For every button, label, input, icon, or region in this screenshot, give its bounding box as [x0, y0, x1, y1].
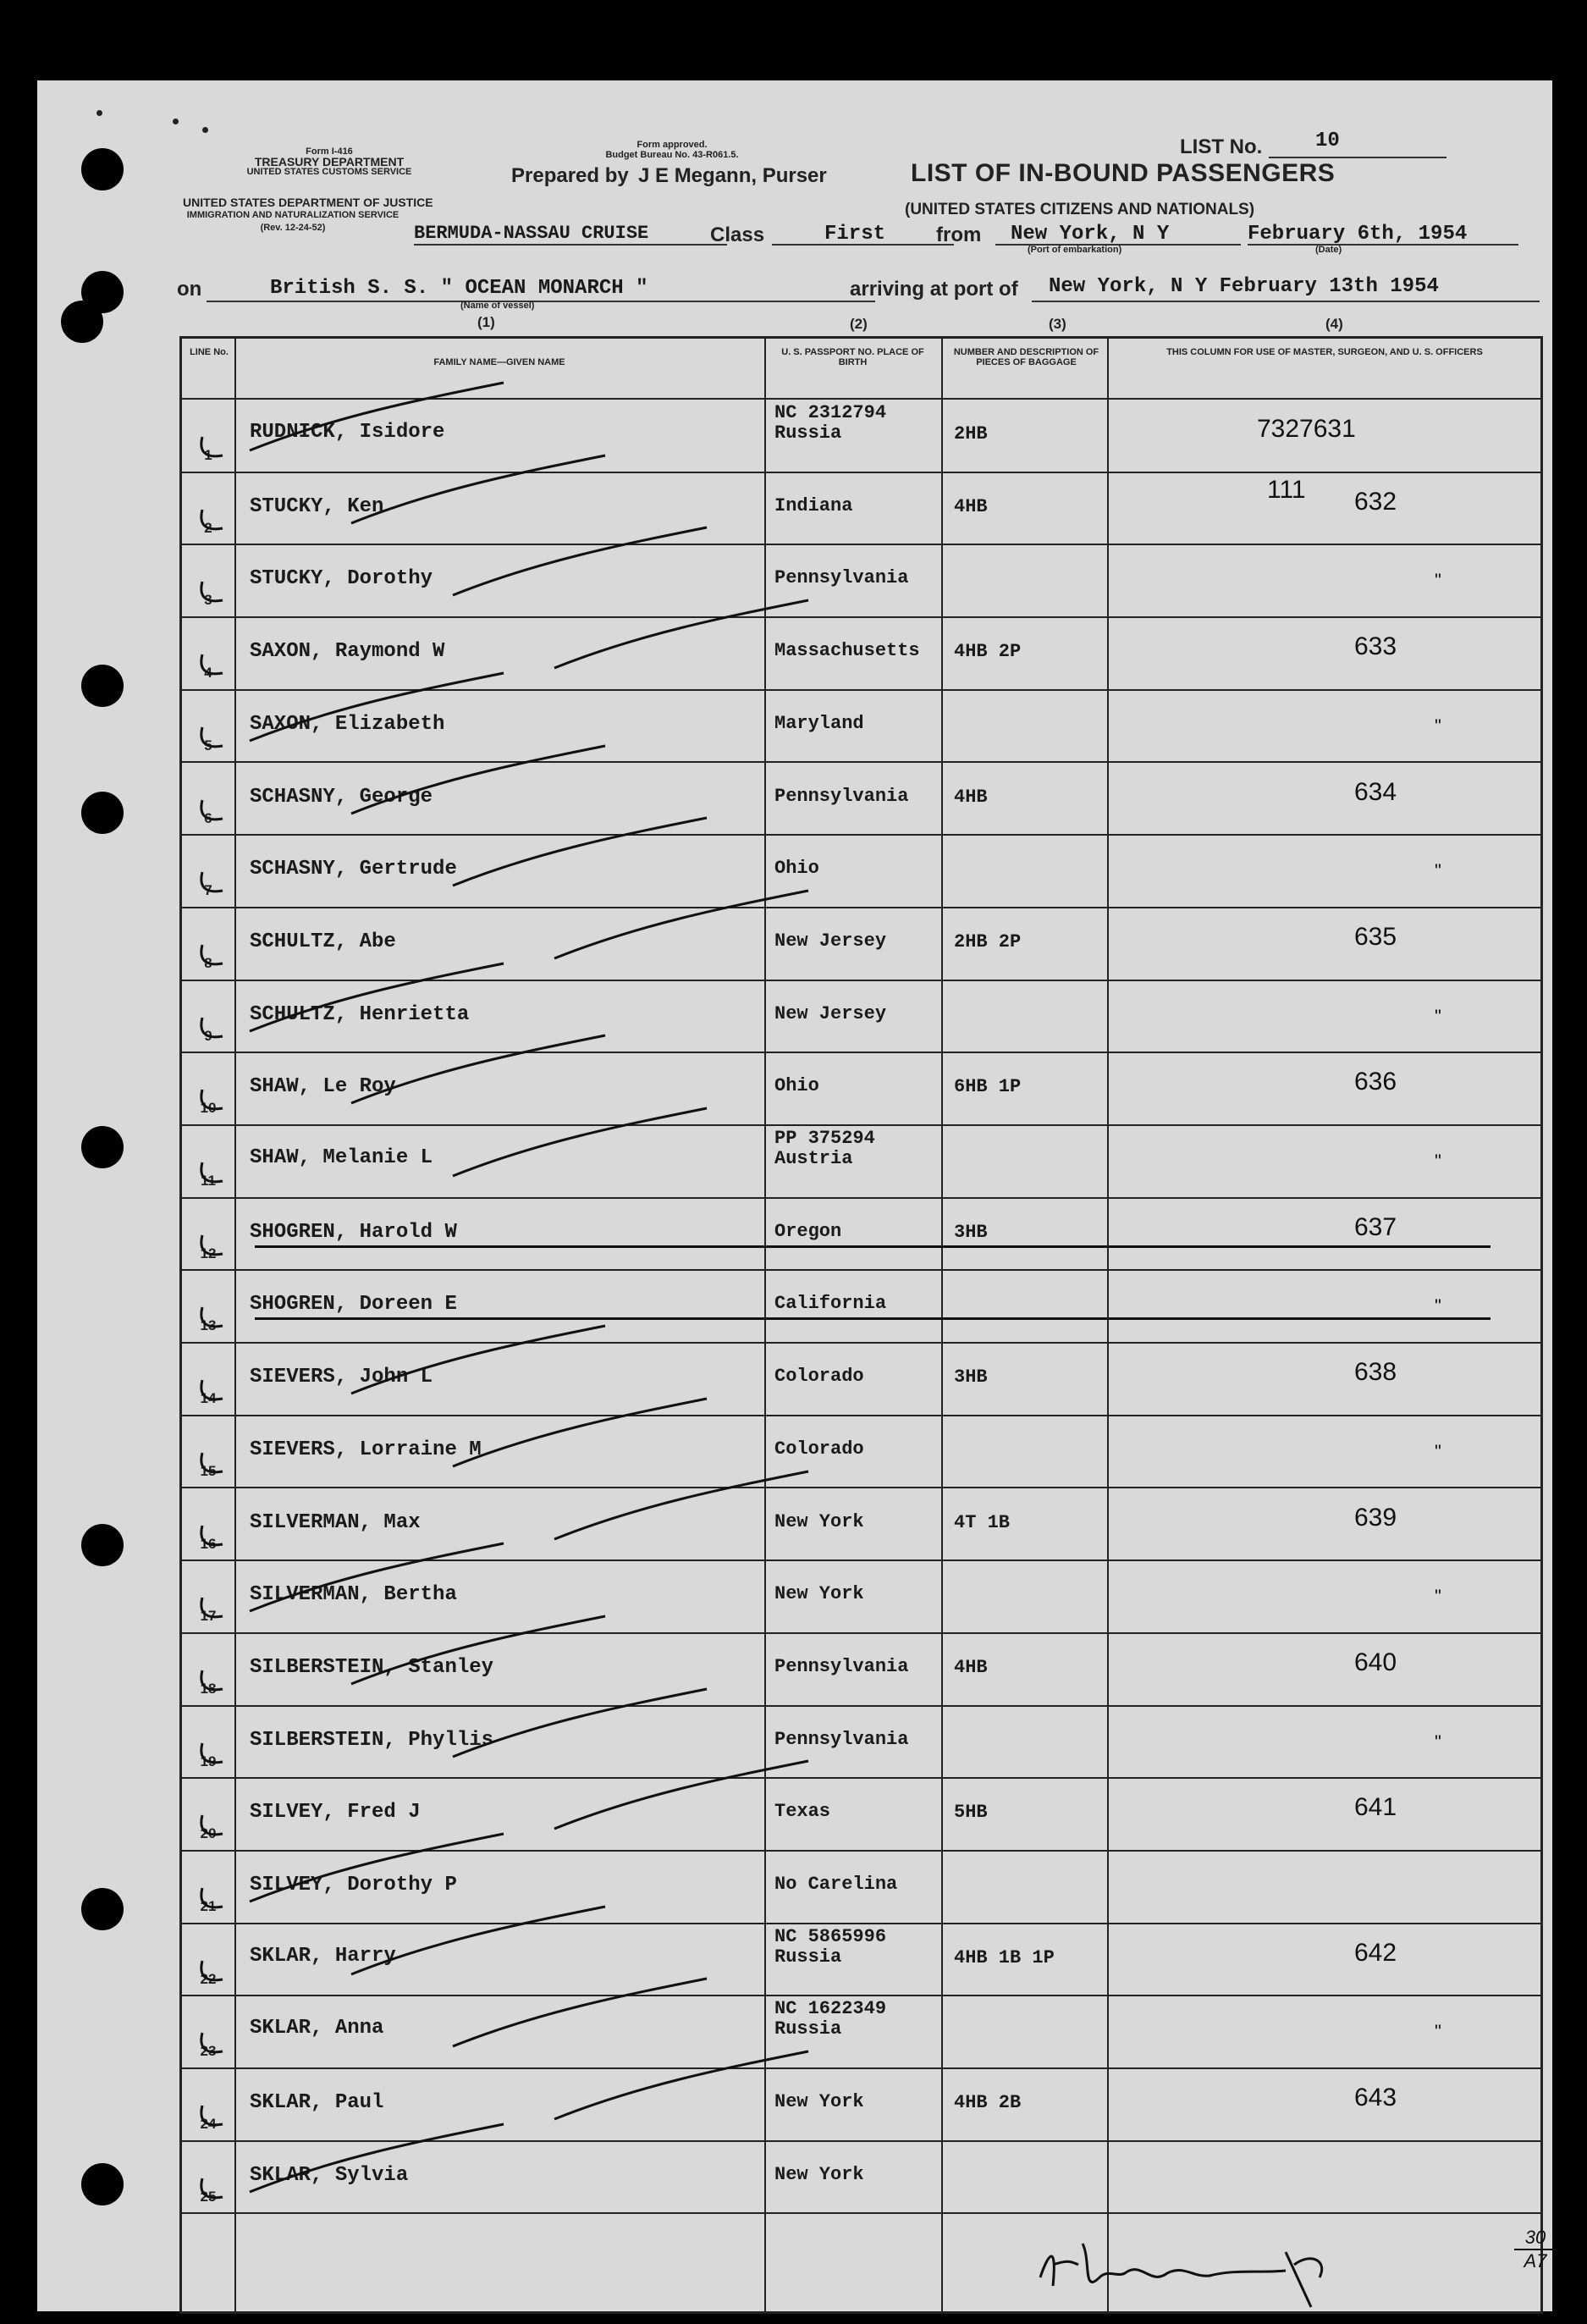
- officer-note: ": [1435, 570, 1441, 592]
- pen-slash: [334, 1616, 673, 1692]
- check-mark-icon: [197, 1441, 226, 1475]
- birthplace: New York: [774, 1510, 864, 1532]
- check-mark-icon: [197, 1295, 226, 1329]
- signature-scribble: [1032, 2227, 1430, 2320]
- punch-hole: [81, 148, 124, 190]
- officer-note: ": [1435, 2021, 1441, 2043]
- line-number: 4: [204, 665, 212, 682]
- check-mark-icon: [197, 933, 226, 967]
- baggage: 4HB: [954, 1656, 988, 1678]
- officer-note: 639: [1354, 1503, 1397, 1532]
- header-passport: U. S. PASSPORT NO. PLACE OF BIRTH: [781, 347, 924, 367]
- pen-slash: [334, 1035, 673, 1112]
- line-number: 1: [204, 447, 212, 463]
- pen-slash: [233, 963, 571, 1040]
- line-number: 19: [200, 1753, 217, 1769]
- baggage: 4HB: [954, 495, 988, 517]
- birthplace: NC 2312794 Russia: [774, 402, 887, 444]
- passenger-name: SILVERMAN, Bertha: [250, 1583, 457, 1607]
- header-name: FAMILY NAME—GIVEN NAME: [433, 357, 565, 367]
- punch-hole: [61, 301, 103, 343]
- form-block: [236, 146, 422, 177]
- officer-note: 637: [1354, 1212, 1397, 1241]
- check-mark-icon: [197, 860, 226, 894]
- column-number-4: (4): [1325, 316, 1343, 332]
- from-value: New York, N Y: [1011, 223, 1170, 246]
- check-mark-icon: [197, 1223, 226, 1257]
- birthplace: PP 375294 Austria: [774, 1128, 875, 1169]
- pen-slash: [233, 1543, 571, 1620]
- pen-slash: [233, 383, 571, 459]
- pen-slash: [537, 1761, 876, 1837]
- passenger-name: SHOGREN, Doreen E: [250, 1293, 457, 1317]
- line-number: 5: [204, 737, 212, 754]
- birthplace: Ohio: [774, 1075, 819, 1097]
- birthplace: New York: [774, 1583, 864, 1605]
- punch-hole: [81, 665, 124, 707]
- pen-slash: [436, 1689, 774, 1765]
- officer-note: ": [1435, 1731, 1441, 1753]
- passenger-name: SKLAR, Anna: [250, 2017, 384, 2040]
- passenger-table: [179, 336, 1543, 2314]
- officer-note: ": [1435, 1295, 1441, 1317]
- punch-hole: [81, 1888, 124, 1930]
- table-row: [182, 1343, 1540, 1416]
- prepared-by: J E Megann, Purser: [638, 164, 827, 187]
- check-mark-icon: [197, 425, 226, 459]
- line-number: 16: [200, 1535, 217, 1552]
- pen-slash: [436, 1979, 774, 2055]
- pen-slash: [233, 1834, 571, 1910]
- birthplace: Ohio: [774, 858, 819, 880]
- officer-note: ": [1435, 715, 1441, 737]
- passenger-name: RUDNICK, Isidore: [250, 421, 445, 444]
- inspector-signature: [1032, 2227, 1430, 2324]
- check-mark-icon: [197, 1876, 226, 1910]
- officer-note: ": [1435, 1440, 1441, 1462]
- birthplace: New York: [774, 2163, 864, 2185]
- passenger-name: SIEVERS, Lorraine M: [250, 1438, 482, 1461]
- fraction-top: 30: [1514, 2227, 1557, 2250]
- passenger-name: SILBERSTEIN, Stanley: [250, 1655, 494, 1679]
- officer-note: ": [1435, 1586, 1441, 1608]
- passenger-name: SILVEY, Dorothy P: [250, 1874, 457, 1896]
- cruise-name: BERMUDA-NASSAU CRUISE: [414, 223, 649, 244]
- header-line-no: LINE No.: [190, 347, 229, 357]
- birthplace: Indiana: [774, 494, 853, 516]
- officer-note: 641: [1354, 1793, 1397, 1822]
- birthplace: No Carelina: [774, 1874, 898, 1895]
- vessel-name: British S. S. " OCEAN MONARCH ": [270, 277, 648, 300]
- passenger-name: STUCKY, Ken: [250, 494, 384, 518]
- table-row: [182, 1125, 1540, 1198]
- check-mark-icon: [197, 1006, 226, 1040]
- passenger-name: SAXON, Elizabeth: [250, 712, 445, 736]
- birthplace: NC 1622349 Russia: [774, 1998, 887, 2040]
- check-mark-icon: [197, 1731, 226, 1765]
- officer-note: ": [1435, 1151, 1441, 1172]
- baggage: 6HB 1P: [954, 1076, 1022, 1098]
- pen-slash: [233, 673, 571, 749]
- officer-note: 638: [1354, 1358, 1397, 1387]
- line-number: 9: [204, 1027, 212, 1044]
- department-label: UNITED STATES DEPARTMENT OF JUSTICE: [183, 196, 433, 209]
- line-number: 20: [200, 1825, 217, 1842]
- line-number: 17: [200, 1608, 217, 1625]
- passenger-name: SIEVERS, John L: [250, 1366, 433, 1389]
- punch-hole: [81, 2163, 124, 2205]
- baggage: 4HB 1B 1P: [954, 1946, 1055, 1968]
- column-number-1: (1): [477, 314, 495, 330]
- passenger-name: SHAW, Le Roy: [250, 1075, 396, 1099]
- check-mark-icon: [197, 1659, 226, 1692]
- department-block: [183, 196, 433, 235]
- table-row: [182, 1052, 1540, 1125]
- baggage: 4HB 2P: [954, 641, 1022, 663]
- check-mark-icon: [197, 1151, 226, 1184]
- cruise-underline: [414, 244, 727, 246]
- departure-date: February 6th, 1954: [1248, 223, 1468, 246]
- speck: [173, 119, 179, 124]
- pen-slash: [334, 746, 673, 822]
- table-row: [182, 472, 1540, 545]
- officer-note: 7327631: [1257, 415, 1356, 443]
- birthplace: Pennsylvania: [774, 567, 909, 589]
- pen-slash: [537, 600, 876, 676]
- pen-slash: [334, 1326, 673, 1402]
- officer-note: ": [1435, 1005, 1441, 1027]
- table-row: [182, 2141, 1540, 2214]
- baggage: 2HB 2P: [954, 930, 1022, 952]
- line-number: 21: [200, 1898, 217, 1914]
- treasury-label: TREASURY DEPARTMENT: [254, 155, 405, 168]
- column-number-3: (3): [1049, 316, 1066, 332]
- list-no-underline: [1269, 157, 1446, 158]
- check-mark-icon: [197, 2094, 226, 2128]
- pen-slash: [436, 527, 774, 604]
- pen-slash: [436, 1108, 774, 1184]
- table-row: [182, 1924, 1540, 1996]
- page-title: LIST OF IN-BOUND PASSENGERS: [911, 159, 1336, 187]
- pen-slash: [334, 455, 673, 532]
- baggage: 4HB: [954, 786, 988, 808]
- check-mark-icon: [197, 1803, 226, 1837]
- pen-slash: [334, 1907, 673, 1983]
- baggage: 4T 1B: [954, 1511, 1011, 1533]
- table-row: [182, 1198, 1540, 1271]
- pen-slash: [537, 1471, 876, 1548]
- line-number: 13: [200, 1317, 217, 1334]
- check-mark-icon: [197, 1514, 226, 1548]
- officer-note: 642: [1354, 1938, 1397, 1967]
- line-number: 6: [204, 809, 212, 826]
- pen-slash: [233, 2124, 571, 2200]
- birthplace: Colorado: [774, 1438, 864, 1460]
- passenger-name: SCHULTZ, Henrietta: [250, 1002, 470, 1026]
- passenger-name: SKLAR, Paul: [250, 2091, 384, 2115]
- arriving-label: arriving at port of: [850, 278, 1018, 301]
- passenger-name: SKLAR, Harry: [250, 1944, 396, 1968]
- form-number: Form I-416: [306, 146, 353, 157]
- prepared-by-label: Prepared by: [511, 164, 629, 187]
- baggage: 3HB: [954, 1221, 988, 1243]
- officer-note: 633: [1354, 632, 1397, 661]
- line-number: 25: [200, 2188, 217, 2205]
- class-value: First: [824, 223, 886, 246]
- birthplace: NC 5865996 Russia: [774, 1925, 887, 1968]
- punch-hole: [81, 1126, 124, 1168]
- pen-slash: [537, 891, 876, 967]
- line-number: 11: [201, 1173, 216, 1189]
- column-number-2: (2): [850, 316, 868, 332]
- passenger-name: SILVEY, Fred J: [250, 1801, 421, 1824]
- table-row: [182, 763, 1540, 836]
- officer-note: 640: [1354, 1648, 1397, 1676]
- officer-note: 643: [1354, 2084, 1397, 2112]
- manifest-page: [37, 80, 1552, 2311]
- officer-note: ": [1435, 860, 1441, 882]
- line-number: 15: [200, 1462, 217, 1479]
- list-no: 10: [1315, 130, 1340, 152]
- line-number: 3: [204, 592, 212, 609]
- row-divider: [182, 2212, 1540, 2214]
- passenger-name: SCHASNY, George: [250, 785, 433, 809]
- date-caption: (Date): [1315, 245, 1342, 255]
- passenger-name: STUCKY, Dorothy: [250, 567, 433, 591]
- officer-note: 634: [1354, 777, 1397, 806]
- birthplace: Massachusetts: [774, 640, 920, 662]
- passenger-name: SILVERMAN, Max: [250, 1510, 421, 1534]
- pen-slash: [537, 2051, 876, 2128]
- birthplace: Pennsylvania: [774, 1655, 909, 1677]
- check-mark-icon: [197, 1586, 226, 1620]
- header-baggage: NUMBER AND DESCRIPTION OF PIECES OF BAGGAGE: [953, 347, 1099, 367]
- birthplace: Oregon: [774, 1220, 842, 1242]
- passenger-name: SAXON, Raymond W: [250, 640, 445, 664]
- check-mark-icon: [197, 1368, 226, 1402]
- vessel-caption: (Name of vessel): [460, 301, 535, 311]
- line-number: 24: [200, 2116, 217, 2133]
- punch-hole: [81, 1524, 124, 1566]
- birthplace: Pennsylvania: [774, 785, 909, 807]
- ins-label: IMMIGRATION AND NATURALIZATION SERVICE: [186, 210, 400, 220]
- passenger-name: SCHASNY, Gertrude: [250, 858, 457, 881]
- passenger-name: SCHULTZ, Abe: [250, 930, 396, 953]
- check-mark-icon: [197, 570, 226, 604]
- revision-label: (Rev. 12-24-52): [260, 223, 326, 233]
- arrival-port-date: New York, N Y February 13th 1954: [1049, 275, 1439, 298]
- line-number: 10: [200, 1100, 217, 1117]
- officer-note: 632: [1354, 487, 1397, 516]
- birthplace: Colorado: [774, 1366, 864, 1388]
- from-label: from: [936, 224, 982, 246]
- check-mark-icon: [197, 2021, 226, 2055]
- line-number: 2: [204, 519, 212, 536]
- birthplace: California: [774, 1293, 887, 1315]
- fraction-note: [1514, 2227, 1557, 2272]
- officer-note: 635: [1354, 922, 1397, 951]
- on-label: on: [177, 278, 202, 301]
- check-mark-icon: [197, 1078, 226, 1112]
- pen-slash: [436, 1399, 774, 1475]
- strike-line: [255, 1317, 1491, 1320]
- line-number: 23: [200, 2043, 217, 2060]
- line-number: 22: [200, 1970, 217, 1987]
- baggage: 3HB: [954, 1366, 988, 1388]
- fraction-bottom: A7: [1524, 2250, 1547, 2272]
- header-officers: THIS COLUMN FOR USE OF MASTER, SURGEON, AND U. S. OFFICERS: [1166, 347, 1483, 357]
- check-mark-icon: [197, 1949, 226, 1983]
- check-mark-icon: [197, 643, 226, 676]
- speck: [202, 127, 208, 133]
- vessel-underline: [207, 301, 875, 302]
- birthplace: Pennsylvania: [774, 1728, 909, 1750]
- speck: [96, 110, 102, 116]
- budget-line: Budget Bureau No. 43-R061.5.: [605, 150, 739, 160]
- baggage: 5HB: [954, 1802, 988, 1824]
- line-number: 8: [204, 954, 212, 971]
- approval-line: Form approved.: [636, 140, 708, 150]
- arriving-underline: [1032, 301, 1540, 302]
- passenger-name: SHOGREN, Harold W: [250, 1220, 457, 1244]
- check-mark-icon: [197, 715, 226, 749]
- table-row: [182, 1633, 1540, 1706]
- line-number: 14: [200, 1390, 217, 1407]
- line-number: 18: [200, 1680, 217, 1697]
- line-number: 7: [204, 882, 212, 899]
- punch-hole: [81, 792, 124, 834]
- birthplace: New York: [774, 2091, 864, 2113]
- list-no-label: LIST No.: [1180, 135, 1263, 158]
- passenger-name: SKLAR, Sylvia: [250, 2163, 409, 2187]
- passenger-name: SHAW, Melanie L: [250, 1146, 433, 1169]
- port-caption: (Port of embarkation): [1028, 245, 1122, 255]
- subtitle: (UNITED STATES CITIZENS AND NATIONALS): [905, 201, 1255, 218]
- check-mark-icon: [197, 498, 226, 532]
- birthplace: New Jersey: [774, 1002, 887, 1024]
- officer-note: 636: [1354, 1068, 1397, 1096]
- birthplace: Texas: [774, 1801, 831, 1823]
- passenger-name: SILBERSTEIN, Phyllis: [250, 1728, 494, 1752]
- class-label: Class: [710, 224, 765, 246]
- check-mark-icon: [197, 788, 226, 822]
- line-number: 12: [200, 1245, 217, 1261]
- customs-label: UNITED STATES CUSTOMS SERVICE: [246, 167, 412, 177]
- birthplace: New Jersey: [774, 930, 887, 952]
- check-mark-icon: [197, 2167, 226, 2200]
- officer-tally: 111: [1267, 475, 1306, 504]
- birthplace: Maryland: [774, 712, 864, 734]
- approval-block: [587, 140, 757, 160]
- strike-line: [255, 1245, 1491, 1248]
- baggage: 2HB: [954, 423, 988, 444]
- pen-slash: [436, 818, 774, 894]
- baggage: 4HB 2B: [954, 2092, 1022, 2114]
